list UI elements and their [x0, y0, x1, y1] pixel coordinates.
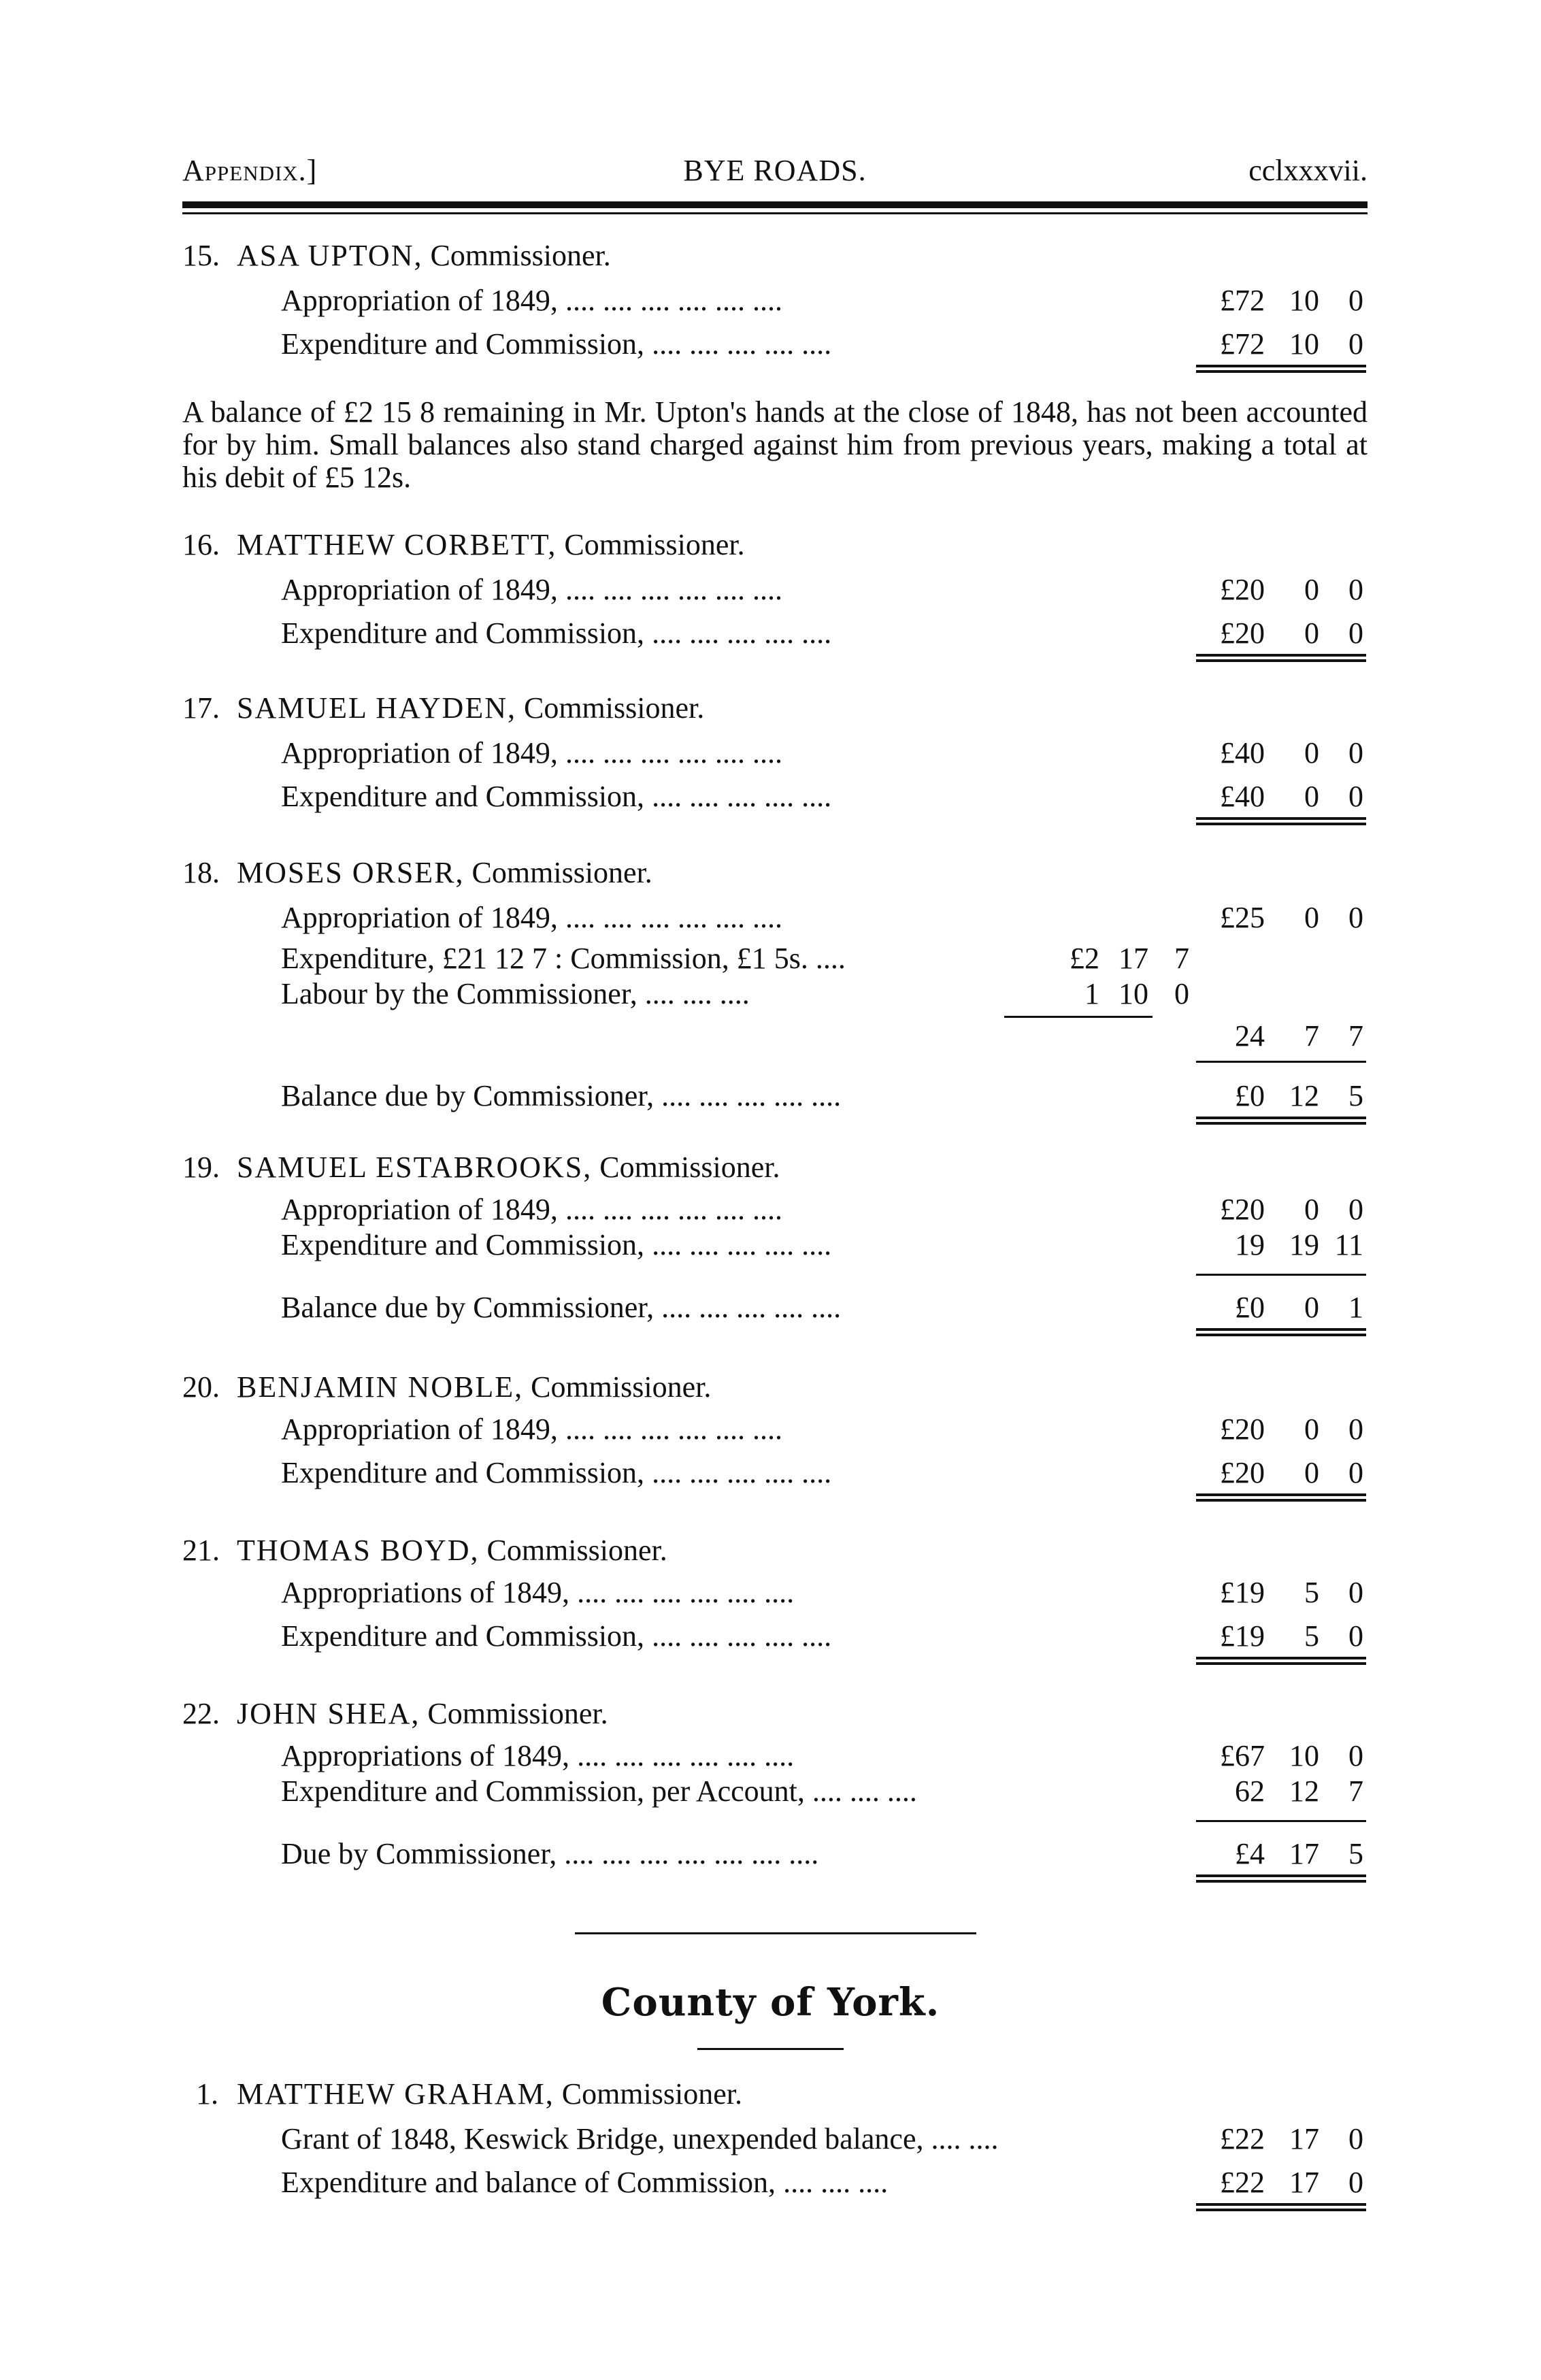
row-label: Due by Commissioner, .... .... .... .... .... .... ....: [281, 1837, 819, 1870]
row-label: Appropriation of 1849, .... .... .... .... .... ....: [281, 573, 782, 606]
row-label: Appropriation of 1849, .... .... .... .... .... ....: [281, 736, 782, 770]
commissioner-name: MATTHEW CORBETT,: [237, 528, 557, 561]
row-amount: £25 0 0: [1220, 901, 1363, 934]
row-label: Appropriation of 1849, .... .... .... .... .... ....: [281, 901, 782, 934]
row-label: Appropriation of 1849, .... .... .... .... .... ....: [281, 1412, 782, 1446]
row-label: Expenditure and Commission, per Account, .... .... ....: [281, 1774, 917, 1808]
commissioner-name: JOHN SHEA,: [237, 1697, 420, 1730]
row-amount: £20 0 0: [1220, 573, 1363, 606]
total-rule: [1196, 659, 1366, 662]
entry-heading: [182, 527, 745, 562]
row-label: Expenditure and Commission, .... .... .... .... ....: [281, 1456, 832, 1489]
commissioner-name: MOSES ORSER,: [237, 856, 465, 889]
total-rule: [1196, 1499, 1366, 1502]
row-amount: 19 19 11: [1235, 1228, 1363, 1261]
commissioner-role: Commissioner.: [564, 528, 745, 561]
commissioner-role: Commissioner.: [430, 239, 611, 272]
entry-heading: [196, 2077, 742, 2111]
row-label: Appropriation of 1849, .... .... .... .... .... ....: [281, 284, 782, 317]
row-amount: £19 5 0: [1220, 1619, 1363, 1653]
total-rule: [1196, 1274, 1366, 1276]
row-label: Expenditure and balance of Commission, .... .... ....: [281, 2166, 889, 2199]
row-amount: £40 0 0: [1220, 780, 1363, 813]
entry-17: [182, 691, 1368, 861]
commissioner-name: ASA UPTON,: [237, 239, 423, 272]
header-title: BYE ROADS.: [683, 154, 867, 187]
county-heading: County of York.: [601, 1980, 940, 2025]
row-label: Expenditure and Commission, .... .... .... .... ....: [281, 780, 832, 813]
entry-heading: [182, 855, 652, 890]
entry-number: 15.: [182, 239, 220, 272]
total-rule: [1196, 1880, 1366, 1883]
entry-number: 21.: [182, 1534, 220, 1567]
header-rule-thin: [182, 212, 1368, 214]
header-section: Appendix.]: [182, 154, 318, 187]
commissioner-role: Commissioner.: [486, 1534, 667, 1567]
row-amount: £20 0 0: [1220, 1456, 1363, 1489]
entry-15: [182, 238, 1368, 374]
section-divider: [575, 1932, 976, 1934]
row-subamount: £2 17 7: [1070, 942, 1189, 975]
row-amount: £20 0 0: [1220, 616, 1363, 650]
row-label: Balance due by Commissioner, .... .... .... .... ....: [281, 1291, 842, 1324]
header-rule-thick: [182, 201, 1368, 208]
entry-number: 19.: [182, 1151, 220, 1184]
total-rule: [1196, 2203, 1366, 2206]
page-number: cclxxxvii.: [1248, 154, 1368, 187]
entry-heading: [182, 1533, 667, 1568]
total-rule: [1196, 365, 1366, 367]
heading-underline: [697, 2048, 844, 2050]
row-label: Balance due by Commissioner, .... .... .... .... ....: [281, 1079, 842, 1112]
commissioner-name: MATTHEW GRAHAM,: [237, 2077, 554, 2111]
total-rule: [1196, 1820, 1366, 1822]
commissioner-role: Commissioner.: [523, 691, 705, 725]
entry-number: 18.: [182, 856, 220, 889]
entry-number: 16.: [182, 528, 220, 561]
entry-heading: [182, 691, 704, 725]
entry-number: 22.: [182, 1697, 220, 1730]
entry-21: [182, 1533, 1368, 1689]
total-rule: [1196, 1662, 1366, 1665]
commissioner-role: Commissioner.: [427, 1697, 608, 1730]
total-rule: [1196, 1493, 1366, 1496]
entry-heading: [182, 238, 611, 273]
commissioner-name: BENJAMIN NOBLE,: [237, 1370, 524, 1404]
row-amount: £72 10 0: [1220, 284, 1363, 317]
total-rule: [1196, 1117, 1366, 1119]
commissioner-role: Commissioner.: [531, 1370, 712, 1404]
entry-16: [182, 527, 1368, 697]
row-amount: £19 5 0: [1220, 1576, 1363, 1609]
total-rule: [1196, 1328, 1366, 1331]
running-header: [182, 153, 1368, 201]
row-amount: £22 17 0: [1220, 2122, 1363, 2155]
upton-note: A balance of £2 15 8 remaining in Mr. Upton's hands at the close of 1848, has not been accounted for by him. Small balances also stand charged against him from previous years, making a total at his debit of £5 12s.: [182, 395, 1368, 494]
row-amount: 62 12 7: [1235, 1774, 1363, 1808]
commissioner-role: Commissioner.: [561, 2077, 742, 2111]
row-label: Expenditure and Commission, .... .... .... .... ....: [281, 1228, 832, 1261]
entry-19: [182, 1150, 1368, 1374]
row-subamount: 1 10 0: [1084, 977, 1189, 1010]
row-label: Appropriations of 1849, .... .... .... .... .... ....: [281, 1739, 795, 1772]
subtotal-rule: [1004, 1016, 1153, 1018]
total-rule: [1196, 1874, 1366, 1877]
total-rule: [1196, 370, 1366, 373]
row-label: Appropriation of 1849, .... .... .... .... .... ....: [281, 1193, 782, 1226]
total-rule: [1196, 823, 1366, 825]
entry-20: [182, 1370, 1368, 1526]
row-label: Expenditure, £21 12 7 : Commission, £1 5s. ....: [281, 942, 846, 975]
total-rule: [1196, 817, 1366, 820]
row-amount: £40 0 0: [1220, 736, 1363, 770]
total-rule: [1196, 2209, 1366, 2211]
entry-heading: [182, 1370, 711, 1404]
entry-22: [182, 1696, 1368, 1921]
row-amount: 24 7 7: [1235, 1019, 1363, 1053]
row-amount: £67 10 0: [1220, 1739, 1363, 1772]
row-label: Expenditure and Commission, .... .... .... .... ....: [281, 616, 832, 650]
row-label: Expenditure and Commission, .... .... .... .... ....: [281, 1619, 832, 1653]
commissioner-name: THOMAS BOYD,: [237, 1534, 480, 1567]
row-amount: £72 10 0: [1220, 327, 1363, 361]
commissioner-role: Commissioner.: [471, 856, 652, 889]
row-label: Grant of 1848, Keswick Bridge, unexpended balance, .... ....: [281, 2122, 999, 2155]
row-amount: £22 17 0: [1220, 2166, 1363, 2199]
entry-18: [182, 855, 1368, 1148]
entry-number: 20.: [182, 1370, 220, 1404]
row-label: Labour by the Commissioner, .... .... ....: [281, 977, 750, 1010]
row-amount: £20 0 0: [1220, 1193, 1363, 1226]
total-rule: [1196, 1334, 1366, 1336]
commissioner-name: SAMUEL ESTABROOKS,: [237, 1151, 593, 1184]
total-rule: [1196, 1657, 1366, 1659]
entry-heading: [182, 1150, 780, 1185]
entry-heading: [182, 1696, 608, 1731]
row-label: Appropriations of 1849, .... .... .... .... .... ....: [281, 1576, 795, 1609]
commissioner-role: Commissioner.: [599, 1151, 780, 1184]
entry-number: 17.: [182, 691, 220, 725]
total-rule: [1196, 654, 1366, 657]
row-amount: £20 0 0: [1220, 1412, 1363, 1446]
row-label: Expenditure and Commission, .... .... .... .... ....: [281, 327, 832, 361]
commissioner-name: SAMUEL HAYDEN,: [237, 691, 516, 725]
row-amount: £4 17 5: [1235, 1837, 1363, 1870]
total-rule: [1196, 1122, 1366, 1125]
total-rule: [1196, 1061, 1366, 1063]
row-amount: £0 0 1: [1235, 1291, 1363, 1324]
row-amount: £0 12 5: [1235, 1079, 1363, 1112]
entry-number: 1.: [196, 2077, 218, 2111]
york-entry-1: [182, 2077, 1368, 2240]
